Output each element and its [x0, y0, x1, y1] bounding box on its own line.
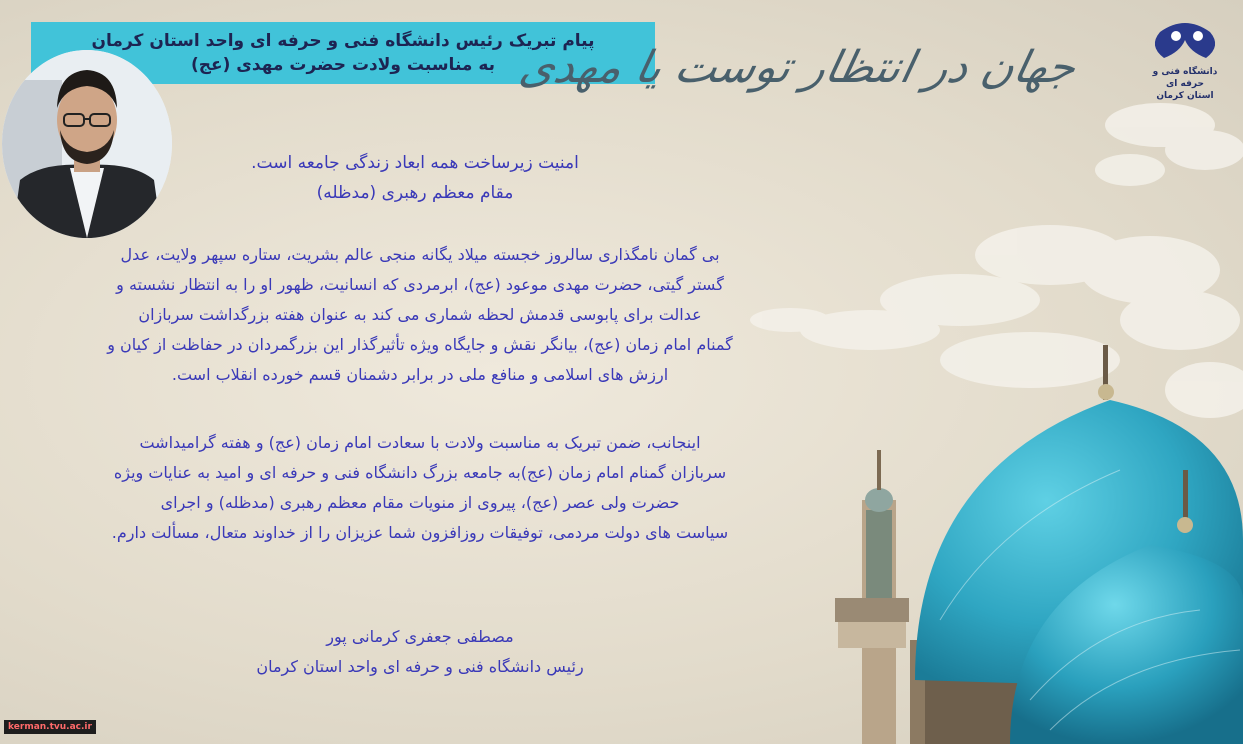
- paragraph-2-line-1: اینجانب، ضمن تبریک به مناسبت ولادت با سعادت امام زمان (عج) و هفته گرامیداشت: [139, 433, 701, 452]
- signature-block: [220, 622, 620, 682]
- logo-caption: [1145, 66, 1225, 102]
- paragraph-2-line-2: سربازان گمنام امام زمان (عج)به جامعه بزرگ دانشگاه فنی و حرفه ای و امید به عنایات ویژه: [113, 463, 727, 482]
- paragraph-2: [70, 428, 770, 548]
- paragraph-1-line-3: عدالت برای پابوسی قدمش لحظه شماری می کند به عنوان هفته بزرگداشت سربازان: [138, 305, 702, 324]
- paragraph-1: [70, 240, 770, 390]
- quote-attribution: مقام معظم رهبری (مدظله): [316, 183, 514, 203]
- minaret-illustration: [835, 450, 909, 744]
- quote-text: امنیت زیرساخت همه ابعاد زندگی جامعه است.: [251, 153, 579, 173]
- logo-caption-line-1: دانشگاه فنی و حرفه ای: [1152, 67, 1218, 89]
- paragraph-1-line-5: ارزش های اسلامی و منافع ملی در برابر دشمنان قسم خورده انقلاب است.: [171, 365, 669, 384]
- title-line-2: به مناسبت ولادت حضرت مهدی (عج): [190, 55, 496, 75]
- title-line-1: پیام تبریک رئیس دانشگاه فنی و حرفه ای واحد استان کرمان: [91, 31, 595, 51]
- paragraph-1-line-4: گمنام امام زمان (عج)، بیانگر نقش و جایگاه ویژه تأثیرگذار این بزرگمردان در حفاظت از کیان و: [107, 335, 733, 354]
- logo-caption-line-2: استان کرمان: [1156, 91, 1214, 101]
- calligraphy-heading: جهان در انتظار توست یا مهدی: [515, 42, 1081, 93]
- signature-name: مصطفی جعفری کرمانی پور: [326, 627, 514, 646]
- leader-quote: [230, 148, 600, 208]
- paragraph-1-line-1: بی گمان نامگذاری سالروز خجسته میلاد یگانه منجی عالم بشریت، ستاره سپهر ولایت، عدل: [120, 245, 720, 264]
- paragraph-2-line-3: حضرت ولی عصر (عج)، پیروی از منویات مقام معظم رهبری (مدظله) و اجرای: [160, 493, 680, 512]
- clouds-decoration: [750, 103, 1243, 418]
- paragraph-2-line-4: سیاست های دولت مردمی، توفیقات روزافزون شما عزیزان را از خداوند متعال، مسألت دارم.: [111, 523, 729, 542]
- portrait-photo: [2, 50, 172, 238]
- website-url-badge[interactable]: kerman.tvu.ac.ir: [4, 720, 96, 734]
- signature-position: رئیس دانشگاه فنی و حرفه ای واحد استان کرمان: [256, 657, 584, 676]
- paragraph-1-line-2: گستر گیتی، حضرت مهدی موعود (عج)، ابرمردی که انسانیت، ظهور او را به انتظار نشسته و: [116, 275, 724, 294]
